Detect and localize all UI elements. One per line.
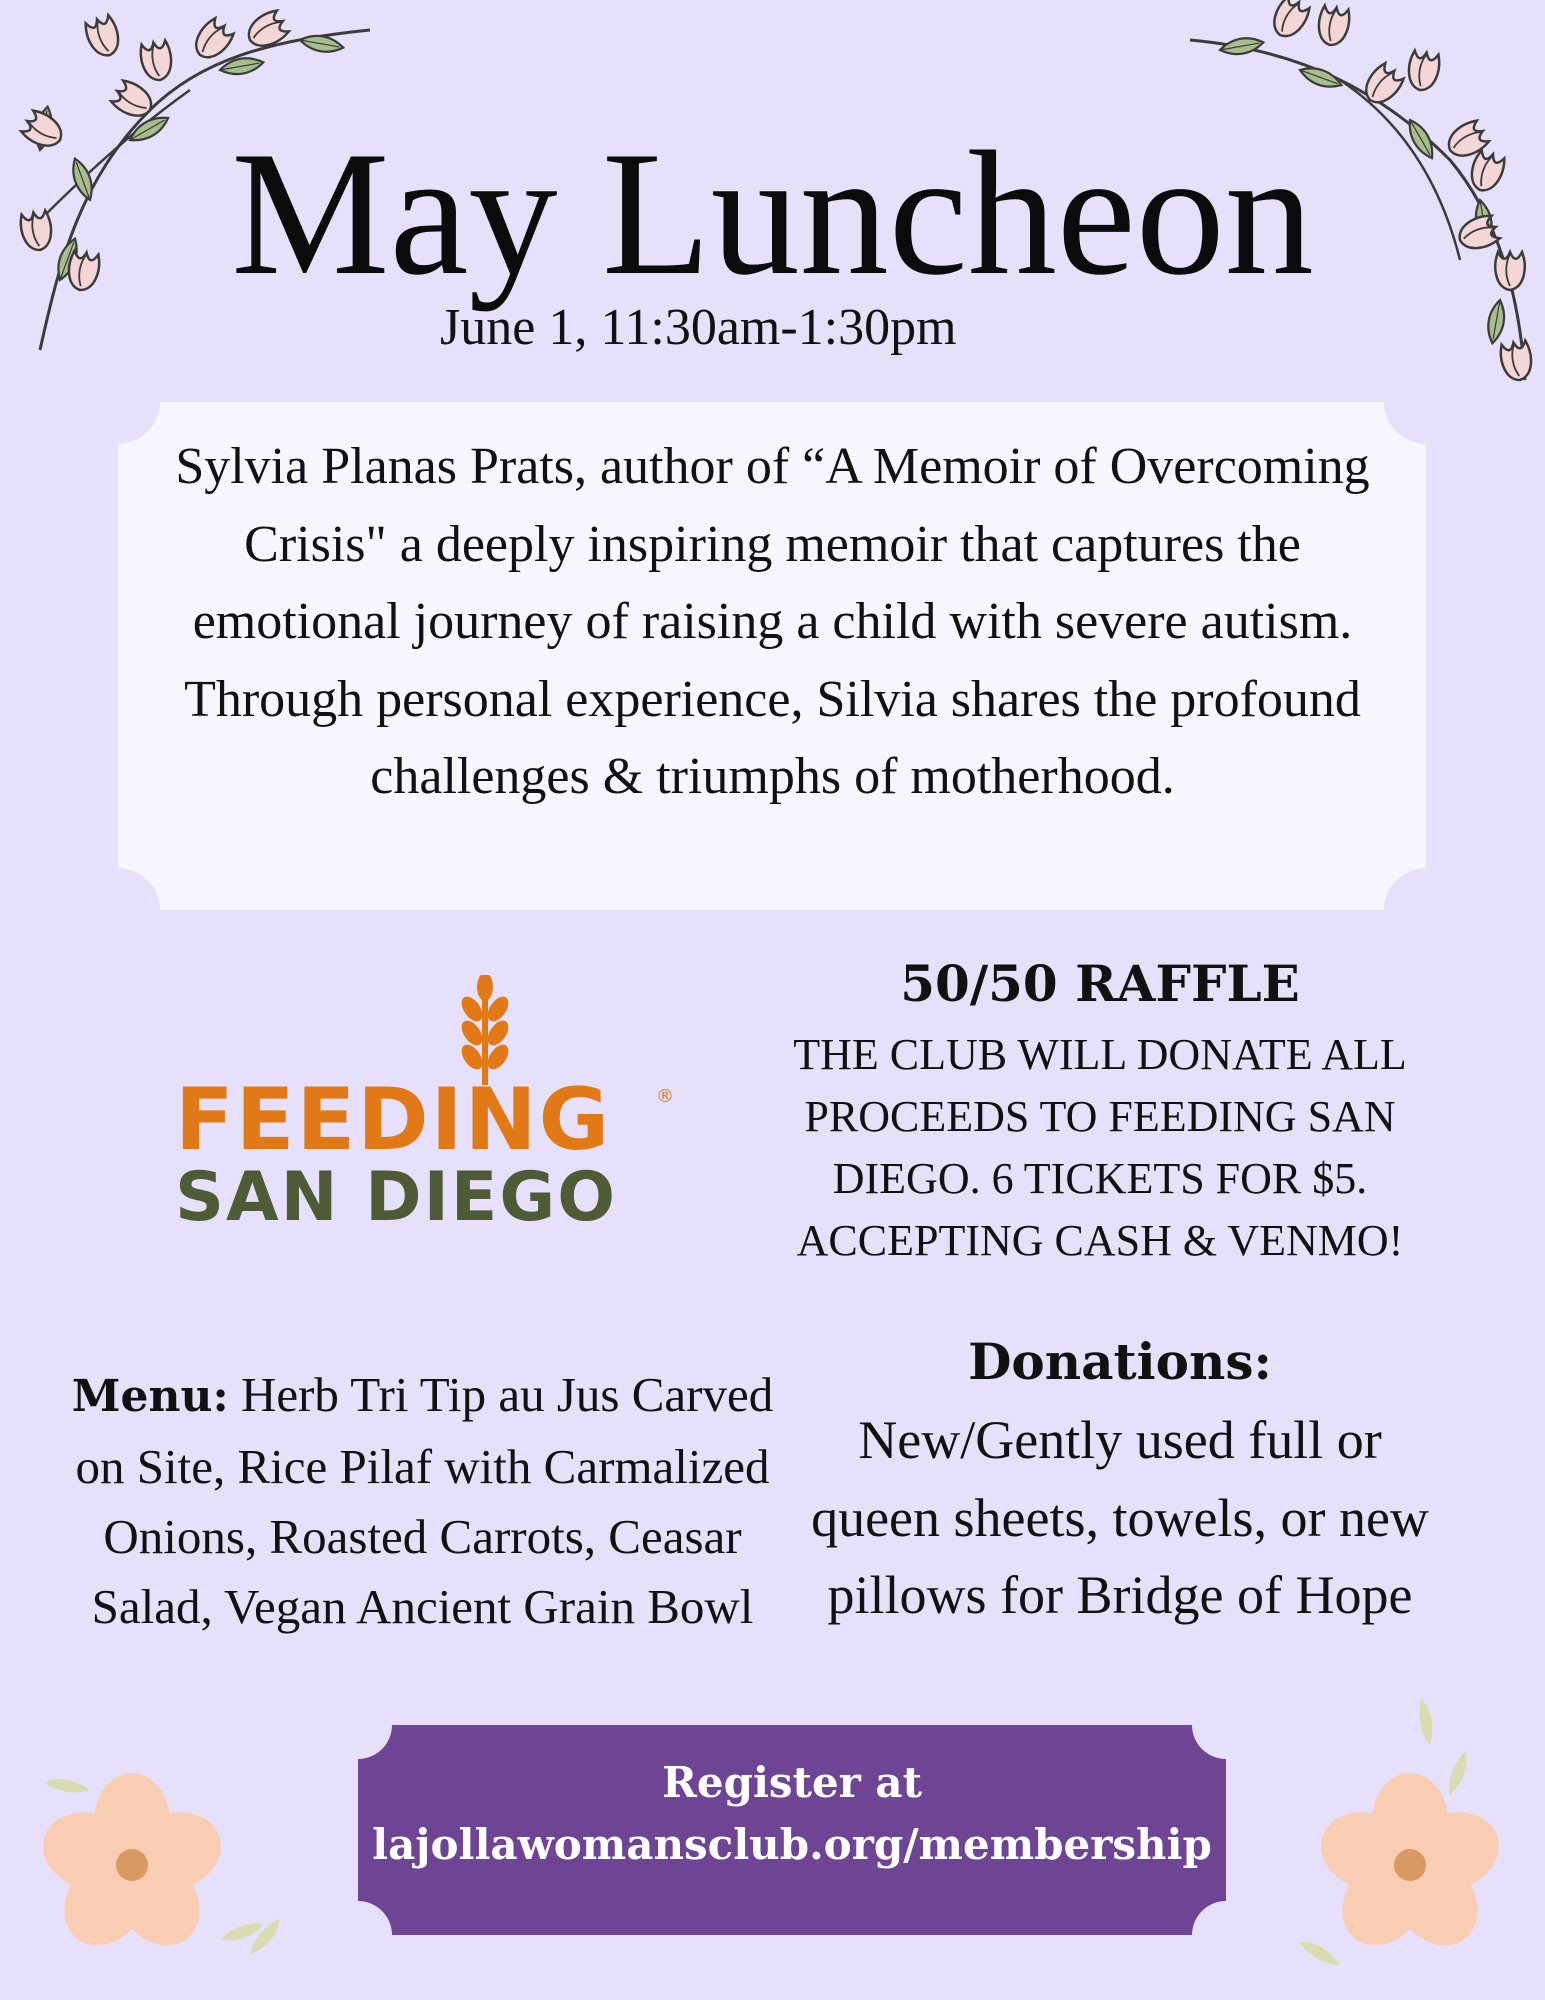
speaker-description: Sylvia Planas Prats, author of “A Memoir of Overcoming Crisis" a deeply inspiring memoir that captures the emotional journey of raising a child with severe autism. Through personal experience, Silvia shares the profound challenges & triumphs of motherhood.: [175, 438, 1370, 805]
event-date: June 1, 11:30am-1:30pm: [440, 299, 957, 356]
register-link[interactable]: lajollawomansclub.org/membership: [372, 1820, 1212, 1869]
raffle-title: 50/50 RAFFLE: [900, 954, 1300, 1013]
menu-label: Menu:: [71, 1371, 229, 1422]
peach-flower-bottom-left-icon: [20, 1715, 340, 2000]
raffle-description: THE CLUB WILL DONATE ALL PROCEEDS TO FEEDING SAN DIEGO. 6 TICKETS FOR $5. ACCEPTING CASH & VENMO!: [793, 1030, 1407, 1265]
peach-flower-bottom-right-icon: [1280, 1665, 1545, 2000]
donations-description: New/Gently used full or queen sheets, towels, or new pillows for Bridge of Hope: [811, 1410, 1429, 1625]
wheat-icon: [450, 975, 520, 1085]
logo-san-diego-text: SAN DIEGO: [175, 1158, 618, 1237]
register-text: [358, 1752, 1226, 1876]
registered-mark: ®: [656, 1086, 674, 1107]
menu-block: [70, 1360, 775, 1642]
menu-items: Herb Tri Tip au Jus Carved on Site, Rice Pilaf with Carmalized Onions, Roasted Carrots, Ceasar Salad, Vegan Ancient Grain Bowl: [75, 1367, 774, 1634]
logo-feeding-text: FEEDING: [175, 1070, 612, 1170]
event-title: May Luncheon: [231, 114, 1314, 312]
donations-title: Donations:: [968, 1332, 1272, 1391]
register-line: Register at: [661, 1758, 923, 1807]
